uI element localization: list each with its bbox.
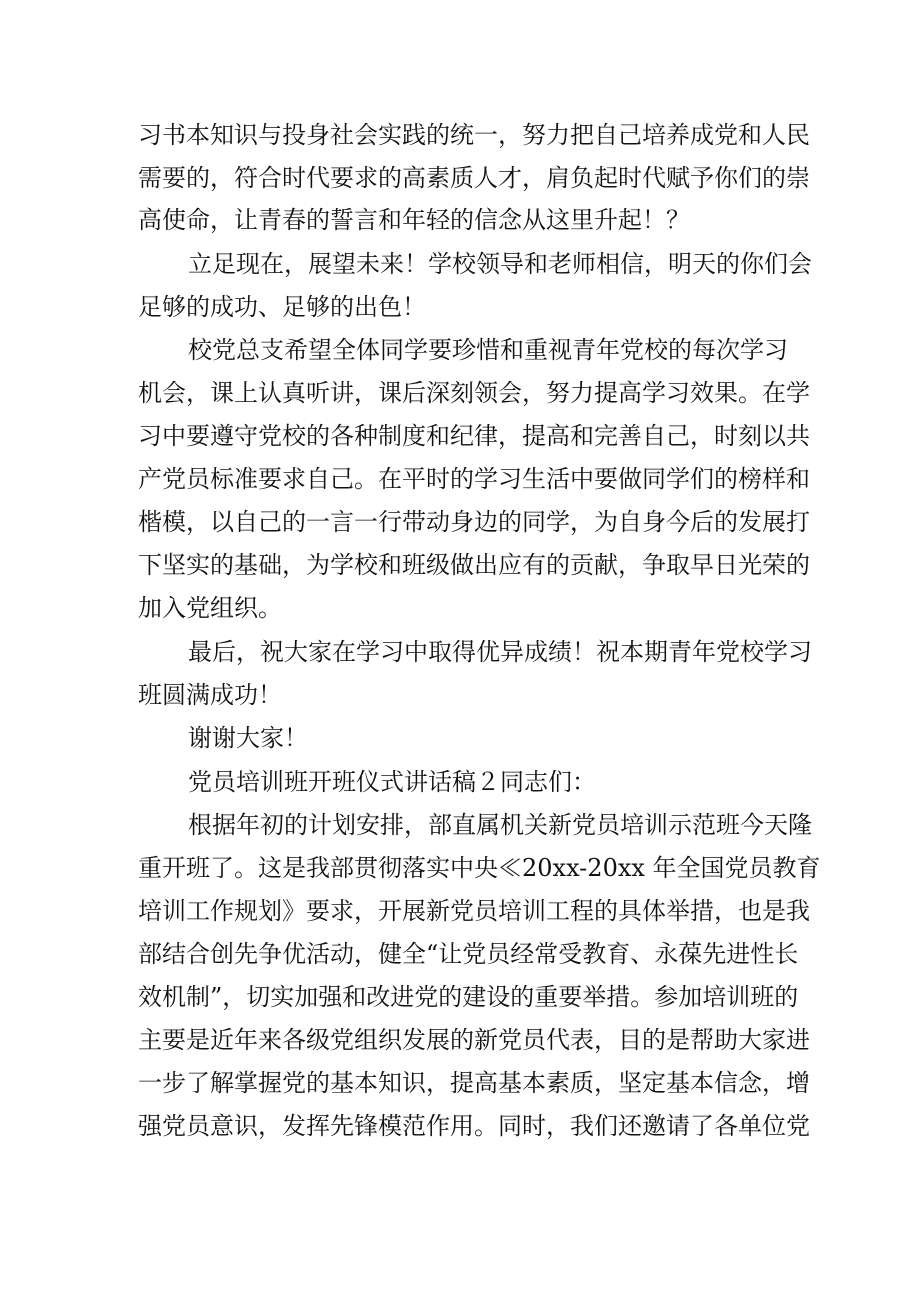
text-line: 根据年初的计划安排，部直属机关新党员培训示范班今天隆 — [188, 811, 812, 839]
text-line: 班圆满成功！ — [138, 681, 282, 709]
text-line: 一步了解掌握党的基本知识，提高基本素质，坚定基本信念，增 — [138, 1069, 810, 1097]
text-line: 效机制”，切实加强和改进党的建设的重要举措。参加培训班的 — [138, 983, 799, 1011]
text-line: 重开班了。这是我部贯彻落实中央≪20xx-20xx 年全国党员教育 — [138, 854, 821, 882]
text-line: 需要的，符合时代要求的高素质人才，肩负起时代赋予你们的崇 — [138, 164, 810, 192]
text-line: 习中要遵守党校的各种制度和纪律，提高和完善自己，时刻以共 — [138, 422, 810, 450]
text-line: 主要是近年来各级党组织发展的新党员代表，目的是帮助大家进 — [138, 1026, 810, 1054]
text-line: 部结合创先争优活动，健全“让党员经常受教育、永葆先进性长 — [138, 940, 799, 968]
text-line: 楷模，以自己的一言一行带动身边的同学，为自身今后的发展打 — [138, 508, 810, 536]
text-line: 校党总支希望全体同学要珍惜和重视青年党校的每次学习 — [188, 336, 788, 364]
text-line: 谢谢大家！ — [188, 724, 308, 752]
section-heading: 党员培训班开班仪式讲话稿２同志们： — [188, 768, 596, 796]
text-line: 下坚实的基础，为学校和班级做出应有的贡献，争取早日光荣的 — [138, 551, 810, 579]
text-line: 习书本知识与投身社会实践的统一，努力把自己培养成党和人民 — [138, 121, 810, 149]
text-line: 产党员标准要求自己。在平时的学习生活中要做同学们的榜样和 — [138, 465, 810, 493]
text-line: 加入党组织。 — [138, 594, 282, 622]
text-line: 培训工作规划》要求，开展新党员培训工程的具体举措，也是我 — [138, 897, 810, 925]
text-line: 机会，课上认真听讲，课后深刻领会，努力提高学习效果。在学 — [138, 379, 810, 407]
text-line: 最后，祝大家在学习中取得优异成绩！祝本期青年党校学习 — [188, 638, 812, 666]
text-line: 强党员意识，发挥先锋模范作用。同时，我们还邀请了各单位党 — [138, 1112, 810, 1140]
text-line: 足够的成功、足够的出色！ — [138, 293, 426, 321]
text-line: 立足现在，展望未来！学校领导和老师相信，明天的你们会 — [188, 250, 812, 278]
text-line: 高使命，让青春的誓言和年轻的信念从这里升起！？ — [138, 206, 690, 234]
